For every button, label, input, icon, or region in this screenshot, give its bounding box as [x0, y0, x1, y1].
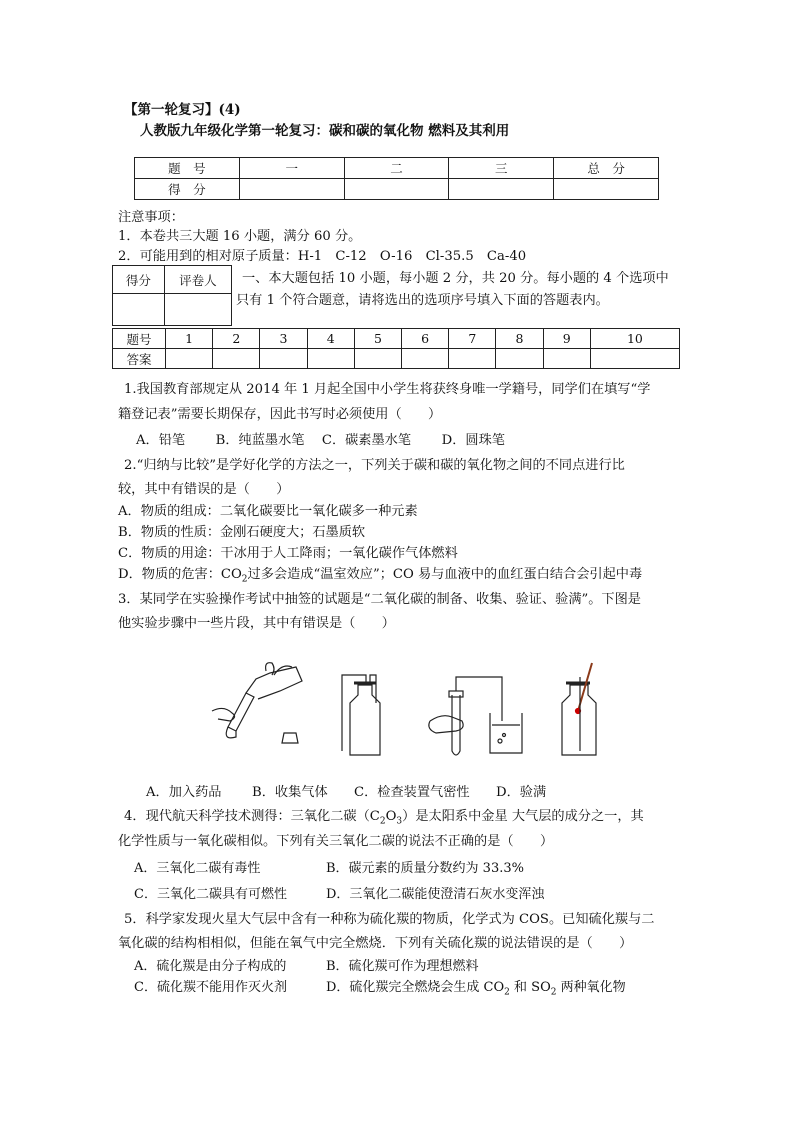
score-header-cell: 一 — [239, 158, 344, 179]
answer-number: 3 — [260, 329, 307, 349]
section1-instructions-1: 一、本大题包括 10 小题，每小题 2 分，共 20 分。每小题的 4 个选项中 — [242, 271, 669, 286]
grader-score-label: 得分 — [113, 266, 165, 294]
q1-options: A．铅笔 B．纯蓝墨水笔 C．碳素墨水笔 D．圆珠笔 — [136, 433, 505, 448]
q5-option-b: B．硫化羰可作为理想燃料 — [326, 959, 479, 974]
score-cell[interactable] — [344, 179, 449, 200]
score-header-cell: 题 号 — [135, 158, 240, 179]
q3-line-2: 他实验步骤中一些片段，其中有错误是（ ） — [118, 616, 395, 631]
q2-option-c: C．物质的用途：干冰用于人工降雨；一氧化碳作气体燃料 — [118, 546, 458, 561]
q4-option-d: D．三氧化二碳能使澄清石灰水变浑浊 — [326, 887, 545, 902]
answer-cell[interactable] — [496, 349, 543, 369]
score-header-cell: 总 分 — [554, 158, 659, 179]
answer-cell[interactable] — [213, 349, 260, 369]
answer-q-label: 题号 — [113, 329, 166, 349]
section1-instructions-2: 只有 1 个符合题意，请将选出的选项序号填入下面的答题表内。 — [236, 293, 609, 308]
answer-cell[interactable] — [354, 349, 401, 369]
answer-cell[interactable] — [166, 349, 213, 369]
page-title: 人教版九年级化学第一轮复习：碳和碳的氧化物 燃料及其利用 — [140, 123, 510, 139]
score-cell[interactable] — [239, 179, 344, 200]
check-airtightness-illustration — [429, 677, 522, 755]
exam-tag: 【第一轮复习】(4) — [124, 102, 241, 118]
answer-cell[interactable] — [402, 349, 449, 369]
score-header-cell: 三 — [449, 158, 554, 179]
q2-option-a: A．物质的组成：二氧化碳要比一氧化碳多一种元素 — [118, 504, 418, 519]
q4-line-2: 化学性质与一氧化碳相似。下列有关三氧化二碳的说法不正确的是（ ） — [118, 834, 554, 849]
q2-option-d: D．物质的危害：$CO_2$过多会造成“温室效应”；CO 易与血液中的血红蛋白结合会引起中毒 — [118, 567, 643, 585]
answer-cell[interactable] — [590, 349, 679, 369]
score-cell[interactable] — [554, 179, 659, 200]
answer-cell[interactable] — [543, 349, 590, 369]
answer-number: 8 — [496, 329, 543, 349]
answer-table — [112, 328, 680, 369]
score-table — [134, 157, 659, 200]
answer-number: 2 — [213, 329, 260, 349]
q4-line-1: 4．现代航天科学技术测得：三氧化二碳$(C_2O_3)$是太阳系中金星 大气层的成分之一，其 — [124, 809, 644, 827]
note-2: 2．可能用到的相对原子质量：H-1 C-12 O-16 Cl-35.5 Ca-40 — [118, 249, 527, 264]
q2-option-b: B．物质的性质：金刚石硬度大；石墨质软 — [118, 525, 366, 540]
q4-option-b: B．碳元素的质量分数约为 33.3% — [326, 861, 524, 876]
q5-option-c: C．硫化羰不能用作灭火剂 — [134, 980, 287, 995]
score-row-label: 得 分 — [135, 179, 240, 200]
q3-options: A．加入药品 B．收集气体 C．检查装置气密性 D．验满 — [146, 785, 547, 800]
answer-number: 10 — [590, 329, 679, 349]
q1-line-2: 籍登记表”需要长期保存，因此书写时必须使用（ ） — [118, 407, 442, 422]
q1-line-1: 1.我国教育部规定从 2014 年 1 月起全国中小学生将获终身唯一学籍号，同学们在填写“学 — [124, 382, 651, 397]
answer-number: 5 — [354, 329, 401, 349]
note-1: 1．本卷共三大题 16 小题，满分 60 分。 — [118, 229, 362, 244]
q2-line-1: 2.“归纳与比较”是学好化学的方法之一，下列关于碳和碳的氧化物之间的不同点进行比 — [124, 458, 625, 473]
notes-heading: 注意事项： — [118, 210, 184, 225]
q5-line-2: 氧化碳的结构相相似，但能在氧气中完全燃烧．下列有关硫化羰的说法错误的是（ ） — [118, 936, 633, 951]
answer-number: 9 — [543, 329, 590, 349]
answer-a-label: 答案 — [113, 349, 166, 369]
answer-number: 4 — [307, 329, 354, 349]
score-cell[interactable] — [449, 179, 554, 200]
grader-score-cell[interactable] — [113, 294, 165, 326]
answer-number: 1 — [166, 329, 213, 349]
experiment-figure — [200, 655, 610, 767]
adding-reagent-illustration — [212, 663, 302, 743]
q5-option-d: D．硫化羰完全燃烧会生成 $CO_2$ 和 $SO_2$ 两种氧化物 — [326, 980, 626, 998]
answer-cell[interactable] — [307, 349, 354, 369]
answer-number: 7 — [449, 329, 496, 349]
collecting-gas-illustration — [342, 675, 380, 755]
answer-cell[interactable] — [260, 349, 307, 369]
verify-full-illustration — [562, 663, 596, 755]
q5-option-a: A．硫化羰是由分子构成的 — [134, 959, 287, 974]
answer-cell[interactable] — [449, 349, 496, 369]
grader-reviewer-cell[interactable] — [164, 294, 231, 326]
q5-line-1: 5．科学家发现火星大气层中含有一种称为硫化羰的物质，化学式为 COS。已知硫化羰与二 — [124, 912, 655, 927]
q3-line-1: 3．某同学在实验操作考试中抽签的试题是“二氧化碳的制备、收集、验证、验满”。下图是 — [118, 592, 641, 607]
answer-number: 6 — [402, 329, 449, 349]
q4-option-c: C．三氧化二碳具有可燃性 — [134, 887, 287, 902]
grader-reviewer-label: 评卷人 — [164, 266, 231, 294]
score-header-cell: 二 — [344, 158, 449, 179]
q4-option-a: A．三氧化二碳有毒性 — [134, 861, 261, 876]
q2-line-2: 较，其中有错误的是（ ） — [118, 482, 290, 497]
grader-table — [112, 265, 232, 326]
